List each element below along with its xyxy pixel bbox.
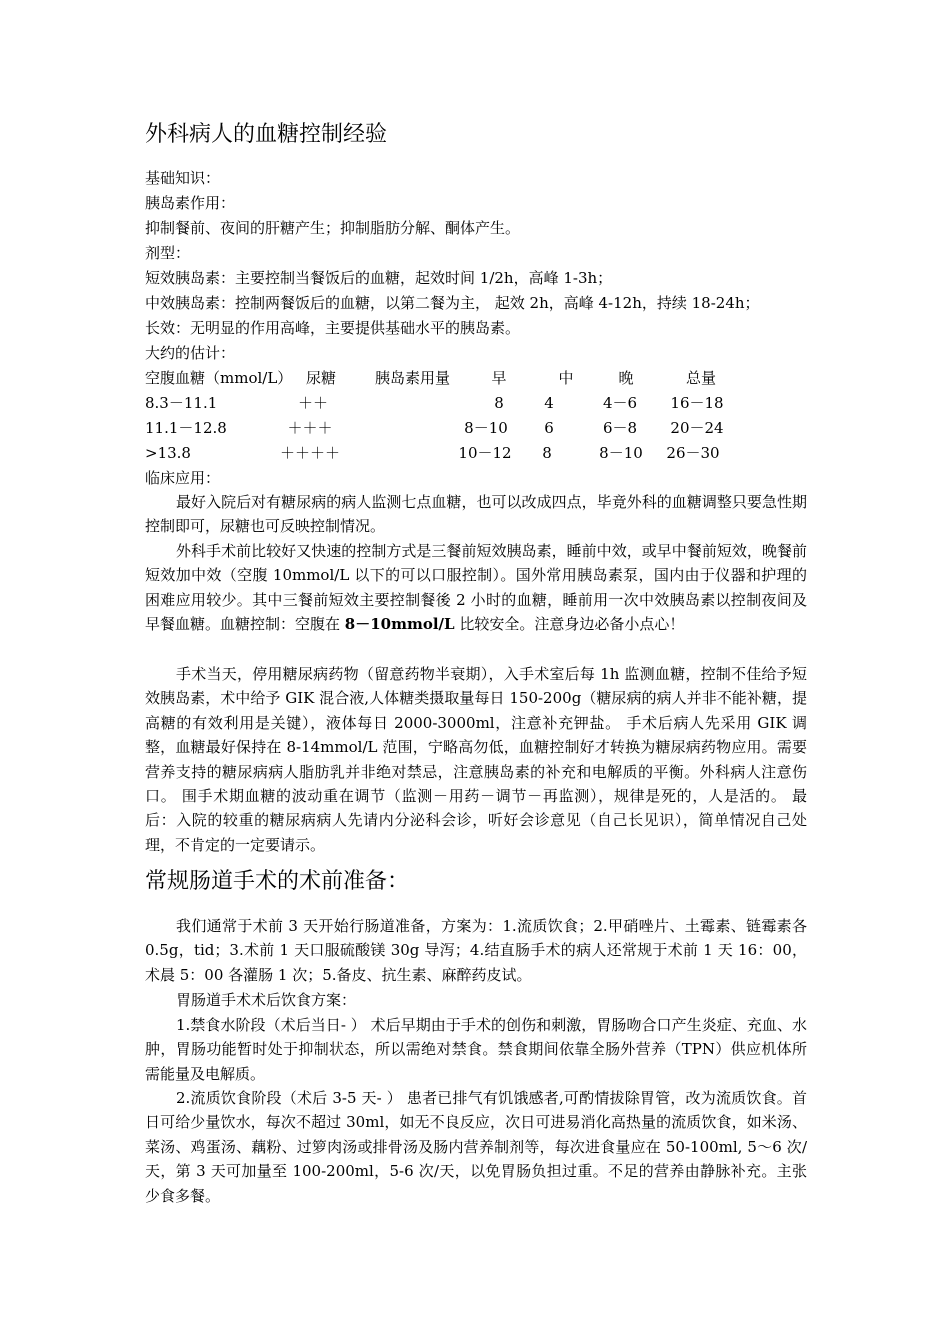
clinical-paragraph-2 <box>145 539 807 637</box>
cell-morning: 8－10 <box>464 419 508 437</box>
col-header-noon: 中 <box>558 369 574 387</box>
cell-noon: 6 <box>544 419 554 437</box>
insulin-action-label: 胰岛素作用： <box>145 194 236 212</box>
long-acting-text: 长效：无明显的作用高峰，主要提供基础水平的胰岛素。 <box>145 319 521 337</box>
cell-evening: 4－6 <box>602 394 638 412</box>
cell-evening: 6－8 <box>602 419 638 437</box>
glucose-target-range: 8－10mmol/L <box>344 615 455 634</box>
cell-urine: ＋＋＋ <box>287 419 333 437</box>
clinical-p2-text: 外科手术前比较好又快速的控制方式是三餐前短效胰岛素，睡前中效，或早中餐前短效，晚餐前短效加中效（空腹 10mmol/L 以下的可以口服控制）。国外常用胰岛素泵，国内由于仪器和护理的困难应用较少。其中三餐前短效主要控制餐後 2 小时的血糖，睡前用一次中效胰岛素以控制夜间及早餐血糖。血糖控制：空腹在 <box>145 542 807 634</box>
basics-heading: 基础知识： <box>145 169 221 187</box>
cell-morning: 8 <box>494 394 504 412</box>
col-header-total: 总量 <box>685 369 717 387</box>
bowel-prep-heading: 常规肠道手术的术前准备： <box>145 869 410 894</box>
cell-total: 20－24 <box>670 419 724 437</box>
clinical-p2-tail: 比较安全。注意身边必备小点心！ <box>454 615 685 634</box>
cell-urine: ＋＋＋＋ <box>279 444 341 462</box>
bowel-paragraph-fasting: 1.禁食水阶段（术后当日- ） 术后早期由于手术的创伤和刺激，胃肠吻合口产生炎症、充血、水肿，胃肠功能暂时处于抑制状态，所以需绝对禁食。禁食期间依靠全肠外营养（TPN）供应机体所需能量及电解质。 <box>145 1016 807 1083</box>
bowel-paragraph-1: 我们通常于术前 3 天开始行肠道准备，方案为：1.流质饮食；2.甲硝唑片、土霉素、链霉素各 0.5g，tid；3.术前 1 天口服硫酸镁 30g 导泻；4.结直肠手术的病人还常规于术前 1 天 16：00，术晨 5：00 各灌肠 1 次；5.备皮、抗生素、麻醉药皮试。 <box>145 917 807 984</box>
page-title: 外科病人的血糖控制经验 <box>145 122 388 147</box>
short-acting-text: 短效胰岛素：主要控制当餐饭后的血糖，起效时间 1/2h，高峰 1-3h； <box>145 269 613 287</box>
cell-noon: 8 <box>542 444 552 462</box>
cell-total: 16－18 <box>670 394 724 412</box>
cell-urine: ＋＋ <box>297 394 329 412</box>
clinical-paragraph-3: 手术当天，停用糖尿病药物（留意药物半衰期），入手术室后每 1h 监测血糖，控制不佳给予短效胰岛素，术中给予 GIK 混合液,人体糖类摄取量每日 150-200g（糖尿病的病人并非不能补糖，提高糖的有效利用是关键），液体每日 2000-3000ml，注意补充钾盐。 手术后病人先采用 GIK 调整，血糖最好保持在 8-14mmol/L 范围，宁略高勿低，血糖控制好才转换为糖尿病药物应用。需要营养支持的糖尿病病人脂肪乳并非绝对禁忌，注意胰岛素的补充和电解质的平衡。外科病人注意伤口。 围手术期血糖的波动重在调节（监测－用药－调节－再监测），规律是死的，人是活的。 最后：入院的较重的糖尿病病人先请内分泌科会诊，听好会诊意见（自己长见识），简单情况自己处理，不肯定的一定要请示。 <box>145 665 807 854</box>
bowel-paragraph-liquid-diet: 2.流质饮食阶段（术后 3-5 天- ） 患者已排气有饥饿感者,可酌情拔除胃管，改为流质饮食。首日可给少量饮水，每次不超过 30ml，如无不良反应，次日可进易消化高热量的流质饮食，如米汤、菜汤、鸡蛋汤、藕粉、过箩肉汤或排骨汤及肠内营养制剂等，每次进食量应在 50-100ml, 5～6 次/天，第 3 天可加量至 100-200ml，5-6 次/天，以免胃肠负担过重。不足的营养由静脉补充。主张少食多餐。 <box>145 1089 807 1205</box>
cell-morning: 10－12 <box>458 444 512 462</box>
cell-noon: 4 <box>544 394 554 412</box>
col-header-insulin: 胰岛素用量 <box>375 369 451 387</box>
col-header-evening: 晚 <box>618 369 634 387</box>
cell-glucose: 8.3－11.1 <box>145 394 218 412</box>
col-header-morning: 早 <box>491 369 507 387</box>
cell-evening: 8－10 <box>599 444 643 462</box>
estimate-label: 大约的估计： <box>145 344 236 362</box>
clinical-paragraph-1: 最好入院后对有糖尿病的病人监测七点血糖，也可以改成四点，毕竟外科的血糖调整只要急性期控制即可，尿糖也可反映控制情况。 <box>145 493 807 536</box>
cell-total: 26－30 <box>666 444 720 462</box>
dosage-form-label: 剂型： <box>145 244 191 262</box>
col-header-glucose: 空腹血糖（mmol/L） <box>145 369 293 387</box>
intermediate-acting-text: 中效胰岛素：控制两餐饭后的血糖，以第二餐为主， 起效 2h，高峰 4-12h，持续 18-24h； <box>145 294 760 312</box>
insulin-action-text: 抑制餐前、夜间的肝糖产生；抑制脂肪分解、酮体产生。 <box>145 219 521 237</box>
cell-glucose: >13.8 <box>145 444 191 462</box>
clinical-heading: 临床应用： <box>145 469 221 487</box>
postop-diet-heading: 胃肠道手术术后饮食方案： <box>176 991 357 1009</box>
col-header-urine: 尿糖 <box>306 369 337 387</box>
cell-glucose: 11.1－12.8 <box>145 419 227 437</box>
